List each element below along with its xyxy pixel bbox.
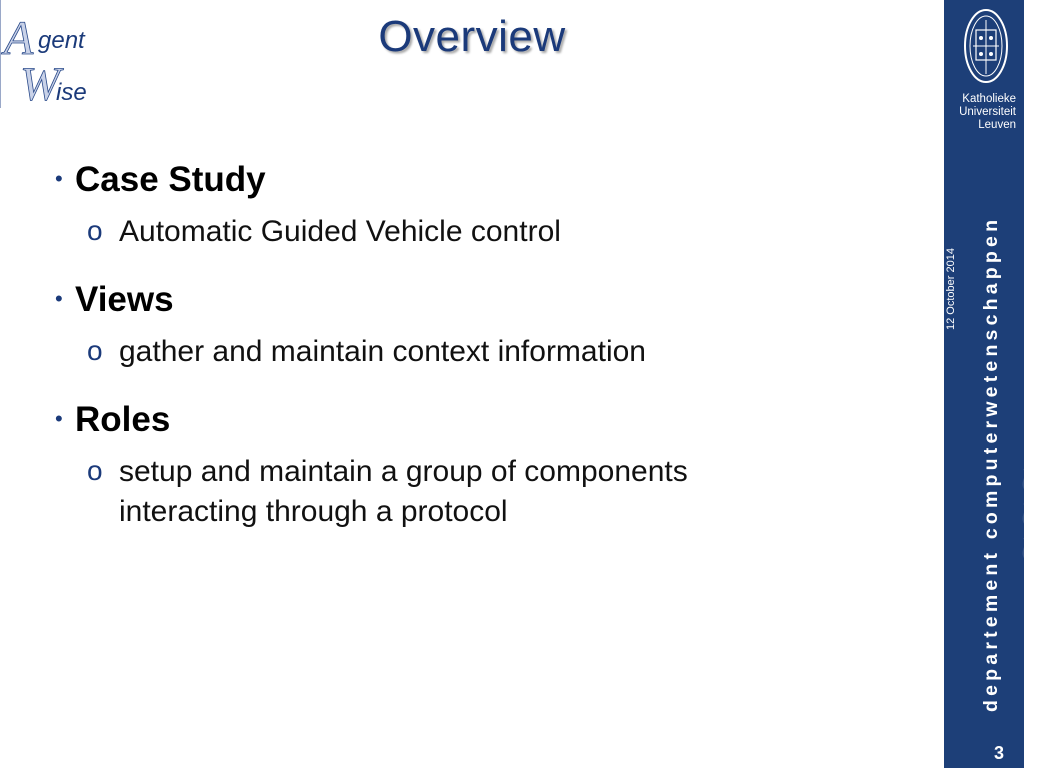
sub-bullet-text: gather and maintain context information xyxy=(119,335,646,368)
slide-title: Overview xyxy=(378,12,566,61)
logo-initial-w: W xyxy=(20,58,60,111)
bullet-dot-icon: • xyxy=(55,406,63,431)
logo-word-gent: gent xyxy=(38,27,85,54)
bullet-heading: Roles xyxy=(75,400,171,439)
bullet-group-case-study xyxy=(55,158,915,252)
bullet-group-views xyxy=(55,278,915,372)
bullet-dot-icon: • xyxy=(55,166,63,191)
university-name-line: Leuven xyxy=(978,119,1016,131)
sub-bullet-text xyxy=(119,452,688,532)
department-name: departement computerwetenschappen xyxy=(980,215,1002,712)
bullet-dot-icon: • xyxy=(55,286,63,311)
sub-bullet-marker-icon: o xyxy=(87,455,103,486)
slide-date: 12 October 2014 xyxy=(945,248,957,330)
bullet-item xyxy=(55,158,915,202)
bullet-group-roles xyxy=(55,398,915,532)
sub-bullet-item xyxy=(87,332,915,372)
sub-bullet-marker-icon: o xyxy=(87,215,103,246)
sub-bullet-text: Automatic Guided Vehicle control xyxy=(119,215,561,248)
sidebar-watermark: ~ ~ ~ xyxy=(1004,467,1048,560)
sub-bullet-line: setup and maintain a group of components xyxy=(119,455,688,488)
university-seal-icon xyxy=(963,8,1009,86)
logo-initial-a: A xyxy=(4,12,34,65)
page-number: 3 xyxy=(993,743,1004,763)
sub-bullet-item xyxy=(87,212,915,252)
university-sidebar xyxy=(944,0,1048,768)
bullet-heading: Views xyxy=(75,280,174,319)
sub-bullet-marker-icon: o xyxy=(87,335,103,366)
bullet-item xyxy=(55,278,915,322)
university-name xyxy=(959,93,1016,132)
bullet-heading: Case Study xyxy=(75,160,266,199)
university-name-line: Katholieke xyxy=(962,93,1016,105)
sub-bullet-item xyxy=(87,452,915,532)
logo-word-ise: ise xyxy=(56,79,87,106)
bullet-list xyxy=(55,158,915,558)
sub-bullet-line: interacting through a protocol xyxy=(119,495,508,528)
bullet-item xyxy=(55,398,915,442)
university-name-line: Universiteit xyxy=(959,106,1016,118)
